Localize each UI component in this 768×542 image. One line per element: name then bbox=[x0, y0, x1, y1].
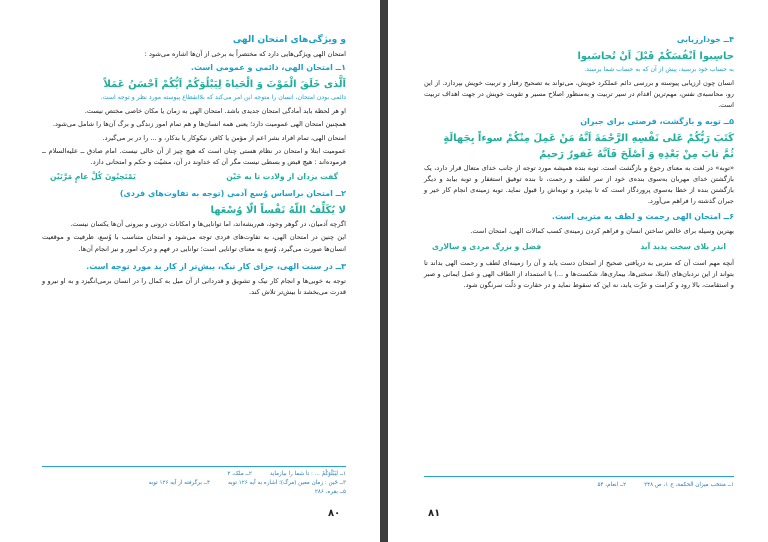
footnote-divider bbox=[424, 476, 734, 477]
paragraph: همچنین امتحان الهی عمومیت دارد؛ یعنی همه انسان‌ها و هم تمام امور زندگی و برگ آن‌ها را شامل می‌شود. bbox=[52, 120, 346, 129]
paragraph: «توبه» در لغت به معنای رجوع و بازگشت است. توبه بنده همیشه مورد توجه از جانب خدای متعال قرار دارد، یک بازگشتن خدای مهربان به‌سوی بنده‌ی خود از سر لطف و رحمت، تا بنده توفیق استغفار و توبه بیابد و دیگر بازگشتن بنده از خطا به‌سوی پروردگار است که تا بپذیرد و توبه‌اش را قبول نماید. توبه زمینه‌ی انجام کار خیر و جبران گذشته را فراهم می‌آورد. bbox=[424, 163, 734, 206]
paragraph: آنچه مهم است آن که متربی به دریافتی صحیح از امتحان دست یابد و آن را زمینه‌ای لطف و رحمت الهی بداند تا بتواند از این نردبان‌های (ابتلا، سختی‌ها، بیماری‌ها، شکست‌ها و ...) با استمداد از الطاف الهی و عمل ایمانی و صبر و استقامت، بالا رود و کرامت و عزّت یابد، نه این که سقوط نماید و در حقارت و ذلّت سرنگون شود. bbox=[424, 258, 734, 290]
hadith-translation: به حساب خود برسید، پیش از آن که به حساب شما برسند. bbox=[584, 66, 734, 73]
section-3-heading: ۳ــ در سنت الهی، جزای کار نیک، بیش‌تر از کار بد مورد توجه است. bbox=[86, 261, 346, 271]
poem-couplet bbox=[432, 240, 726, 254]
footnote-row bbox=[42, 470, 346, 479]
page-81 bbox=[388, 0, 768, 542]
paragraph: انسان چون ارزیابی پیوسته و بررسی دائم عملکرد خویش، می‌تواند به تصحیح رفتار و تربیت خویش بپردازد. از این رو، محاسبه‌ی نفس، مهم‌ترین اقدام در سیر تربیت و به‌منظور اصلاح مسیر و تقویت خویش در جهت اهداف تربیت است. bbox=[424, 79, 734, 110]
section-5-heading: ۵ــ توبه و بازگشت، فرصتی برای جبران bbox=[580, 116, 734, 126]
footnote: ۴ــ برگرفته از آیه ۱۲۶ توبه bbox=[148, 480, 210, 486]
poem-hemistich-left: یَمْتَحِنُونَ کُلَّ عامٍ مَرَّتَیْن bbox=[50, 172, 136, 182]
page-81-body bbox=[424, 34, 734, 293]
section-2-heading: ۲ــ امتحان براساس وُسع آدمی (توجه به تفاوت‌های فردی) bbox=[119, 189, 346, 199]
footnote: ۵ــ بقره، ۲۸۶ bbox=[314, 489, 346, 495]
page-number: ۸۰ bbox=[328, 508, 341, 519]
footnote: ۳ــ حَین : زمان معین (مرگ)؛ اشاره به آیه ۱۲۶ توبه bbox=[227, 480, 346, 486]
footnote: ۲ــ ملک، ۲ bbox=[227, 471, 252, 477]
footnote: ۱ــ لِیَبْلُوَکُمْ ... : تا شما را بیازماید bbox=[269, 471, 346, 477]
footnotes bbox=[424, 481, 734, 490]
paragraph: این چنین در امتحان الهی، به تفاوت‌های فردی توجه می‌شود و امتحان متناسب با وُسع، ظرفیت و موقعیت انسان‌ها صورت می‌گیرد. وُسع به معنای توانایی است؛ توانایی در فهم و درک امور و نیز انجام آن‌ها. bbox=[42, 233, 346, 253]
footnote: ۱ــ منتخب میزان الحکمة، ج ۱، ص ۲۴۸ bbox=[644, 482, 734, 488]
footnote: ۲ــ انعام، ۵۴ bbox=[597, 482, 627, 488]
poem-hemistich-right: اندر بلای سخت پدید آید bbox=[640, 241, 726, 251]
paragraph: عمومیت ابتلا و امتحان در نظام هستی چنان است که هیچ چیز از آن خالی نیست. امام صادق ــ علیه‌السلام ــ فرموده‌اند : هیچ قبض و بسطی نیست مگر آن که خداوند در آن، مشیّت و حکم و امتحانی دارد. bbox=[42, 146, 346, 167]
section-6-heading: ۶ــ امتحان الهی رحمت و لطف به متربی است. bbox=[551, 212, 734, 222]
poem-hemistich-right: گفت یزدان از ولادت تا به حَیْن bbox=[226, 172, 338, 182]
poem-hemistich-left: فضل و بزرگ مردی و سالاری bbox=[432, 241, 542, 251]
quran-verse-2: لا یُکَلِّفُ اللّهُ نَفْساً الّا وُسْعَها bbox=[210, 205, 346, 217]
hadith-text: حاسِبوا اَنْفُسَکُمْ قَبْلَ اَنْ تُحاسَبوا bbox=[577, 51, 734, 62]
quran-verse-1: اَلَّذی خَلَقَ الْمَوْتَ وَ الْحَیاةَ لِیَبْلُوَکُمْ اَیُّکُمْ اَحْسَنُ عَمَلاً bbox=[103, 79, 346, 91]
verse-1-translation: دائمی بودن امتحان، انسان را متوجه این امر می‌کند که بلاانقطاع پیوسته مورد نظر و توجه است. bbox=[100, 94, 346, 102]
paragraph: توجه به خوبی‌ها و انجام کار نیک و تشویق و قدردانی از آن میل به کمال را در انسان برمی‌انگیزد و به او نیرو و قدرت می‌بخشد تا بیش‌تر تلاش کند. bbox=[42, 276, 346, 297]
paragraph: اگرچه آدمیان، در گوهر وجود، هم‌ریشه‌اند، اما توانایی‌ها و امکانات درونی و بیرونی آن‌ها یکسان نیست. bbox=[70, 220, 346, 229]
footnotes bbox=[42, 470, 346, 497]
page-80-body bbox=[42, 34, 346, 300]
quran-verse-line-1: کَتَبَ رَبُّکُمْ عَلی نَفْسِهِ الرَّحْمَةَ اَنَّهُ مَنْ عَمِلَ مِنْکُمْ سوءاً بِجَهالَةٍ bbox=[443, 132, 734, 144]
page-number: ۸۱ bbox=[428, 508, 441, 519]
footnote-divider bbox=[42, 466, 346, 467]
footnote-row bbox=[42, 488, 346, 497]
section-4-heading: ۴ــ خودارزیابی bbox=[676, 35, 734, 44]
footnote-row bbox=[424, 481, 734, 490]
poem-couplet bbox=[50, 170, 338, 184]
paragraph: امتحان الهی، تمام افراد بشر اعم از مؤمن یا کافر، نیکوکار یا بدکار، و ... را در بر می‌گیرد. bbox=[102, 133, 346, 142]
quran-verse-line-2: ثُمَّ تابَ مِنْ بَعْدِهِ وَ اَصْلَحَ فَاَنَّهُ غَفورٌ رَحیمٌ bbox=[539, 148, 734, 160]
intro-text: امتحان الهی ویژگی‌هایی دارد که مختصراً به برخی از آن‌ها اشاره می‌شود : bbox=[144, 50, 346, 58]
footnote-row bbox=[42, 479, 346, 488]
section-title: و ویژگی‌های امتحان الهی bbox=[232, 35, 346, 45]
section-1-heading: ۱ــ امتحان الهی، دائمی و عمومی است. bbox=[190, 63, 346, 73]
paragraph: او هر لحظه باید آمادگی امتحان جدیدی باشد. امتحان الهی به زمان یا مکان خاصی مختص نیست. bbox=[84, 107, 346, 116]
paragraph: بهترین وسیله برای خالص ساختن انسان و فراهم کردن زمینه‌ی کسب کمالات الهی، امتحان است. bbox=[470, 227, 734, 236]
page-80 bbox=[0, 0, 380, 542]
